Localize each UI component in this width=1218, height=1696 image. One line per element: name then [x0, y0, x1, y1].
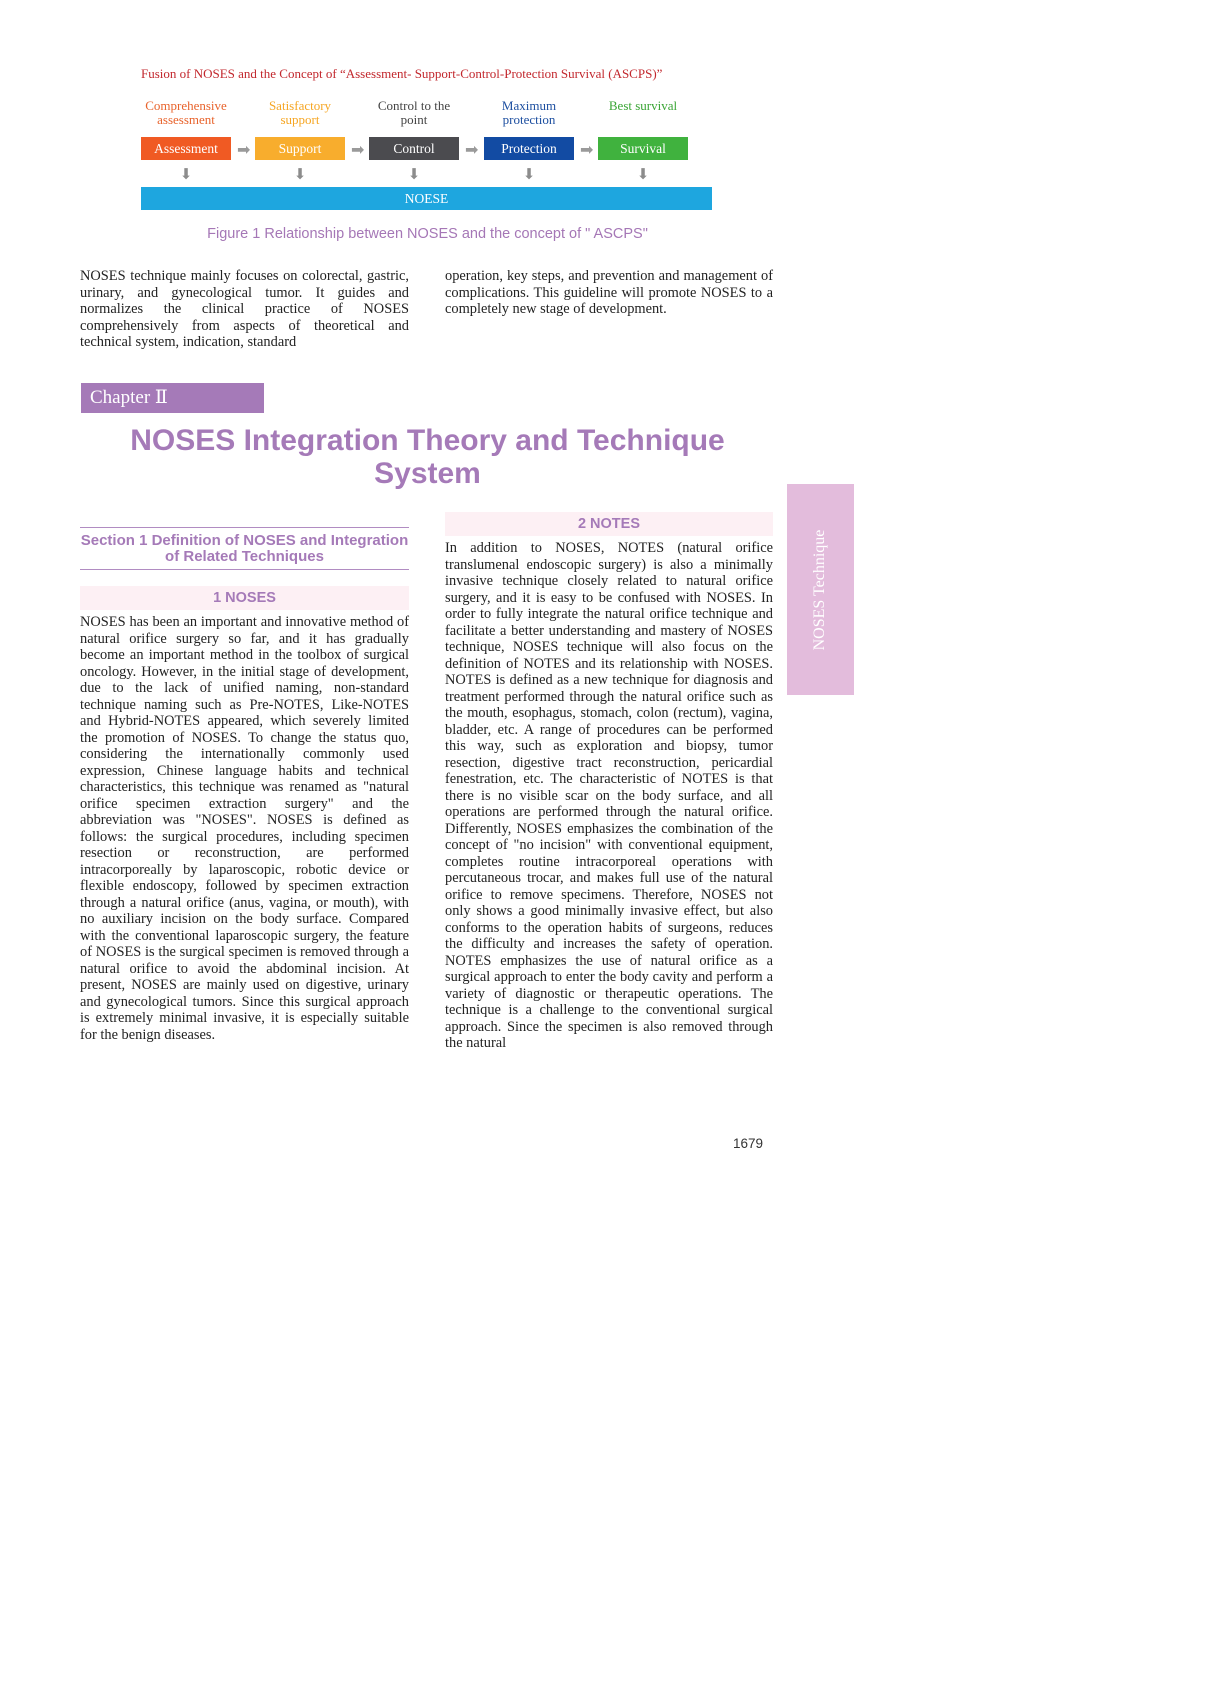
figure-caption: Figure 1 Relationship between NOSES and the concept of " ASCPS": [207, 226, 648, 242]
step-label: Maximum protection: [501, 98, 557, 127]
arrow-down-icon: ⬇: [636, 165, 650, 183]
noses-paragraph: NOSES has been an important and innovative method of natural orifice surgery so far, and it has gradually become an important method in the toolbox of surgical oncology. However, in the initial stage of development, due to the lack of unified naming, non-standard technique naming such as Pre-NOTES, Like-NOTES and Hybrid-NOTES appeared, which severely limited the promotion of NOSES. To change the status quo, considering the internationally commonly used expression, Chinese language habits and technical characteristics, this technique was renamed as "natural orifice specimen extraction surgery" and the abbreviation was "NOSES". NOSES is defined as follows: the surgical procedures, including specimen resection or reconstruction, are performed intracorporeally by laparoscopic, robotic device or flexible endoscopy, followed by specimen extraction through a natural orifice (anus, vagina, or mouth), with no auxiliary incision on the body surface. Compared with the conventional laparoscopic surgery, the feature of NOSES is the surgical specimen is removed through a natural orifice to avoid the abdominal incision. At present, NOSES are mainly used on digestive, urinary and gynecological tumors. Since this surgical approach is extremely minimal invasive, it is especially suitable for the benign diseases.: [80, 614, 409, 1043]
arrow-right-icon: ➡: [351, 140, 365, 159]
side-tab-label: NOSES Technique: [811, 529, 828, 651]
step-box: Support: [255, 137, 345, 160]
arrow-down-icon: ⬇: [407, 165, 421, 183]
step-label: Best survival: [608, 98, 678, 113]
arrow-right-icon: ➡: [465, 140, 479, 159]
intro-paragraph-left: NOSES technique mainly focuses on colorectal, gastric, urinary, and gynecological tumor. It guides and normalizes the clinical practice of NOSES comprehensively from aspects of theoretical and technical system, indication, standard: [80, 268, 409, 350]
arrow-down-icon: ⬇: [179, 165, 193, 183]
arrow-right-icon: ➡: [580, 140, 594, 159]
notes-paragraph: In addition to NOSES, NOTES (natural orifice translumenal endoscopic surgery) is also a minimally invasive technique closely related to natural orifice surgery, and it is easy to be confused with NOSES. In order to fully integrate the natural orifice technique and facilitate a better understanding and mastery of NOSES technique, NOSES technique will also focus on the definition of NOTES and its relationship with NOSES. NOTES is defined as a new technique for diagnosis and treatment performed through the natural orifice such as the mouth, esophagus, stomach, colon (rectum), vagina, bladder, etc. A range of procedures can be performed this way, such as exploration and biopsy, tumor resection, digestive tract reconstruction, pericardial fenestration, etc. The characteristic of NOTES is that there is no visible scar on the body surface, and all operations are performed through the natural orifice. Differently, NOSES emphasizes the combination of the concept of "no incision" with conventional equipment, completes routine intracorporeal operations with percutaneous trocar, and makes full use of the natural orifice to remove specimens. Therefore, NOSES not only shows a good minimally invasive effect, but also conforms to the operation habits of surgeons, reduces the difficulty and increases the safety of operation. NOTES emphasizes the use of natural orifice as a surgical approach to enter the body cavity and perform a variety of diagnostic or therapeutic operations. The technique is a challenge to the conventional surgical approach. Since the specimen is also removed through the natural: [445, 540, 773, 1051]
chapter-title: NOSES Integration Theory and Technique System: [130, 424, 725, 490]
arrow-down-icon: ⬇: [522, 165, 536, 183]
section-heading: Section 1 Definition of NOSES and Integration of Related Techniques: [80, 527, 409, 570]
step-label: Satisfactory support: [268, 98, 332, 127]
noese-bar: NOESE: [141, 187, 712, 210]
step-box: Assessment: [141, 137, 231, 160]
subsection-heading-noses: 1 NOSES: [80, 586, 409, 610]
step-label: Control to the point: [377, 98, 451, 127]
step-box: Protection: [484, 137, 574, 160]
arrow-right-icon: ➡: [237, 140, 251, 159]
step-box: Control: [369, 137, 459, 160]
step-box: Survival: [598, 137, 688, 160]
page-number: 1679: [733, 1136, 764, 1151]
figure-title: Fusion of NOSES and the Concept of “Assessment- Support-Control-Protection Survival (ASCPS)”: [141, 66, 663, 81]
intro-paragraph-right: operation, key steps, and prevention and management of complications. This guideline will promote NOSES to a completely new stage of development.: [445, 268, 773, 317]
arrow-down-icon: ⬇: [293, 165, 307, 183]
chapter-label: Chapter Ⅱ: [81, 383, 264, 413]
step-label: Comprehensive assessment: [145, 98, 227, 127]
subsection-heading-notes: 2 NOTES: [445, 512, 773, 536]
